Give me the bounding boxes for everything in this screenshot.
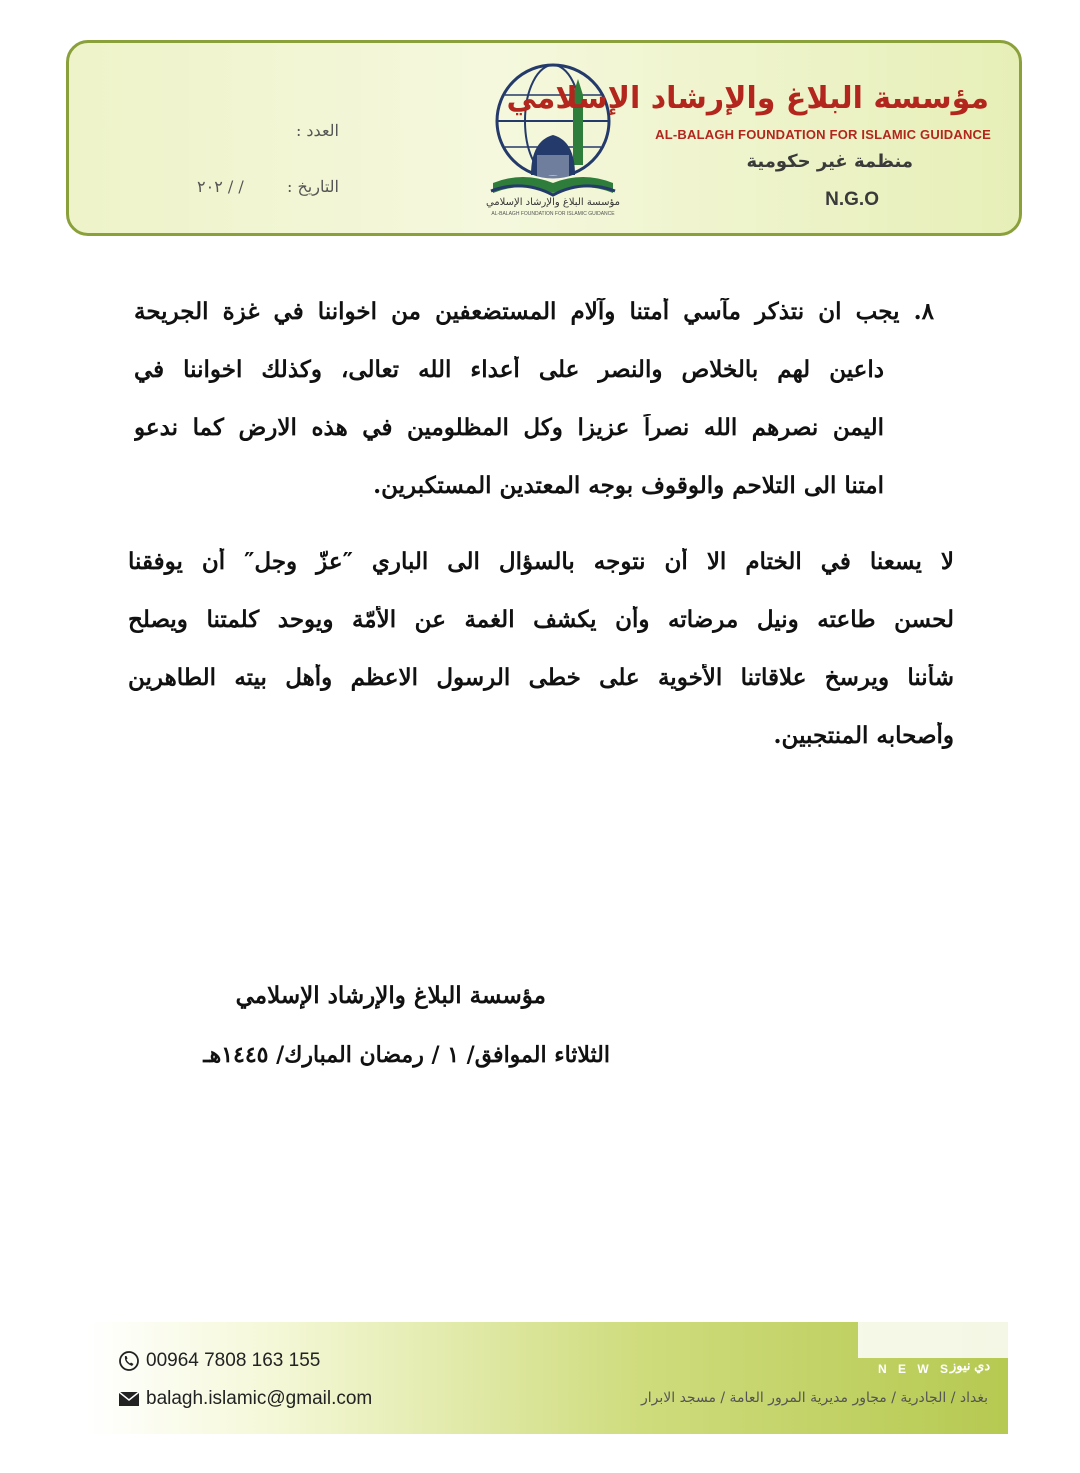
paragraph-line: اليمن نصرهم الله نصراً عزيزا وكل المظلومين في هذه الارض كما ندعو bbox=[134, 414, 884, 441]
envelope-icon bbox=[118, 1388, 140, 1410]
watermark-box bbox=[858, 1322, 1008, 1358]
paragraph-line: داعين لهم بالخلاص والنصر على أعداء الله تعالى، وكذلك اخواننا في bbox=[134, 356, 884, 383]
paragraph-line: لحسن طاعته ونيل مرضاته وأن يكشف الغمة عن الأمّة ويوحد كلمتنا ويصلح bbox=[128, 606, 954, 633]
paragraph-1 bbox=[134, 298, 934, 530]
footer-phone bbox=[118, 1350, 320, 1372]
signature-date: الثلاثاء الموافق/ ١ / رمضان المبارك/ ١٤٤٥هـ bbox=[203, 1042, 610, 1068]
date-value: / / ٢٠٢ bbox=[197, 177, 244, 196]
paragraph-line: امتنا الى التلاحم والوقوف بوجه المعتدين المستكبرين. bbox=[373, 472, 884, 499]
date-label: التاريخ : bbox=[286, 177, 339, 196]
footer-address: بغداد / الجادرية / مجاور مديرية المرور العامة / مسجد الابرار bbox=[640, 1390, 988, 1406]
footer-email bbox=[118, 1388, 372, 1410]
email-address: balagh.islamic@gmail.com bbox=[146, 1388, 373, 1409]
watermark-news-text: N E W S bbox=[878, 1362, 953, 1376]
ngo-label-ar: منظمة غير حكومية bbox=[746, 151, 913, 172]
phone-number: 00964 7808 163 155 bbox=[146, 1350, 321, 1371]
news-watermark bbox=[858, 1322, 1010, 1392]
watermark-ar-text: دي نيوز bbox=[950, 1358, 991, 1373]
logo-caption-ar: مؤسسة البلاغ والإرشاد الإسلامي bbox=[485, 197, 621, 208]
signature-org: مؤسسة البلاغ والإرشاد الإسلامي bbox=[235, 982, 546, 1009]
ngo-label-en: N.G.O bbox=[825, 189, 879, 210]
org-name-ar: مؤسسة البلاغ والإرشاد الإسلامي bbox=[506, 81, 989, 116]
logo-caption-en: AL-BALAGH FOUNDATION FOR ISLAMIC GUIDANCE bbox=[491, 211, 615, 217]
letterhead bbox=[66, 40, 1022, 236]
paragraph-line: ٨. يجب ان نتذكر مآسي أمتنا وآلام المستضعفين من اخواننا في غزة الجريحة bbox=[134, 298, 934, 325]
number-label: العدد : bbox=[295, 121, 339, 140]
paragraph-line: وأصحابه المنتجبين. bbox=[773, 722, 954, 749]
org-name-en: AL-BALAGH FOUNDATION FOR ISLAMIC GUIDANCE bbox=[655, 127, 991, 142]
paragraph-line: لا يسعنا في الختام الا أن نتوجه بالسؤال الى الباري ″عزّ وجل″ أن يوفقنا bbox=[128, 548, 954, 575]
paragraph-line: شأننا ويرسخ علاقاتنا الأخوية على خطى الرسول الاعظم وأهل بيته الطاهرين bbox=[128, 664, 954, 691]
phone-icon bbox=[118, 1350, 140, 1372]
paragraph-2 bbox=[128, 548, 954, 780]
